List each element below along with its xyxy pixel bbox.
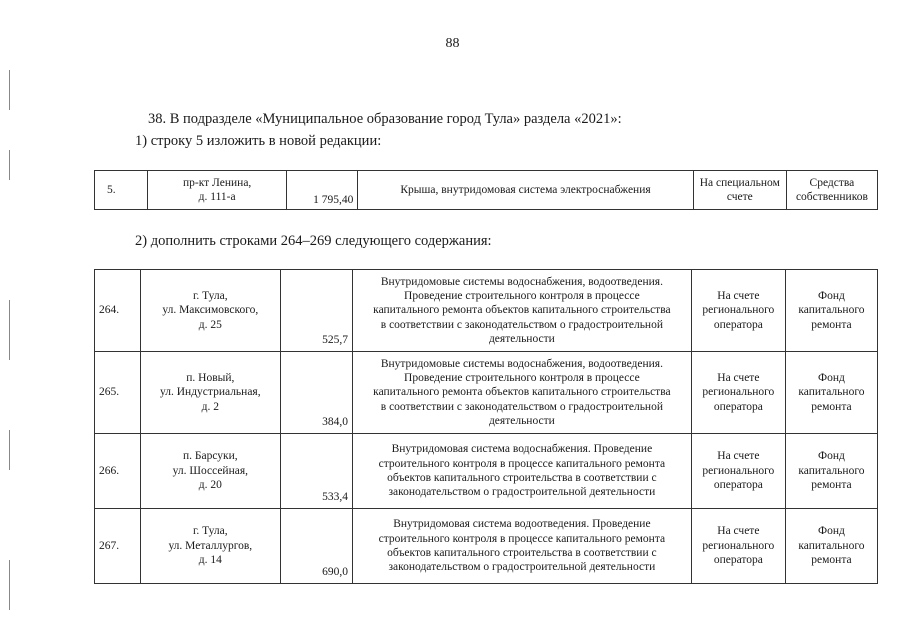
account-line: регионального bbox=[702, 386, 775, 399]
area-cell: 525,7 bbox=[281, 270, 353, 352]
account-cell bbox=[691, 270, 785, 352]
work-cell bbox=[352, 509, 691, 584]
account-line: На специальном bbox=[699, 176, 780, 189]
account-cell bbox=[691, 352, 785, 434]
work-line: Внутридомовая система водоотведения. Проведение bbox=[393, 518, 651, 531]
account-line: оператора bbox=[713, 400, 763, 413]
fund-line: ремонта bbox=[811, 400, 852, 413]
work-line: в соответствии с законодательством о градостроительной bbox=[380, 400, 663, 413]
address-line: ул. Металлургов, bbox=[168, 539, 253, 552]
row-number: 266. bbox=[95, 434, 141, 509]
work-line: Внутридомовые системы водоснабжения, водоотведения. bbox=[380, 275, 663, 288]
account-line: регионального bbox=[702, 464, 775, 477]
address-cell bbox=[148, 171, 287, 210]
fund-line: Фонд bbox=[818, 525, 845, 538]
row-number: 267. bbox=[95, 509, 141, 584]
address-line: ул. Индустриальная, bbox=[160, 386, 261, 399]
fund-line: Фонд bbox=[818, 371, 845, 384]
account-line: На счете bbox=[717, 525, 760, 538]
work-cell bbox=[352, 352, 691, 434]
account-line: На счете bbox=[717, 289, 760, 302]
fund-line: Фонд bbox=[818, 289, 845, 302]
account-cell bbox=[691, 509, 785, 584]
fund-line: Фонд bbox=[818, 450, 845, 463]
scan-margin-mark bbox=[9, 430, 10, 470]
work-line: объектов капитального строительства в соответствии с bbox=[387, 547, 657, 559]
work-line: объектов капитального строительства в соответствии с bbox=[387, 472, 657, 484]
fund-line: ремонта bbox=[811, 479, 852, 492]
fund-line: Средства bbox=[809, 176, 855, 189]
work-line: законодательством о градостроительной деятельности bbox=[388, 486, 656, 499]
fund-line: ремонта bbox=[811, 318, 852, 331]
work-line: деятельности bbox=[488, 415, 555, 428]
fund-cell bbox=[785, 434, 877, 509]
work-cell bbox=[352, 434, 691, 509]
address-cell bbox=[140, 509, 281, 584]
work-line: законодательством о градостроительной деятельности bbox=[388, 561, 656, 574]
address-line: д. 20 bbox=[198, 479, 222, 492]
account-line: На счете bbox=[717, 371, 760, 384]
work-cell: Крыша, внутридомовая система электроснабжения bbox=[358, 171, 693, 210]
address-line: д. 111-а bbox=[198, 191, 236, 203]
work-line: Проведение строительного контроля в процессе bbox=[404, 371, 640, 384]
table-row bbox=[95, 509, 878, 584]
account-line: оператора bbox=[713, 554, 763, 567]
account-line: счете bbox=[726, 191, 753, 203]
address-cell bbox=[140, 352, 281, 434]
amendment-table-row-5 bbox=[94, 170, 878, 210]
table-row bbox=[95, 171, 878, 210]
fund-cell bbox=[785, 270, 877, 352]
fund-line: собственников bbox=[795, 191, 868, 203]
address-line: д. 2 bbox=[201, 400, 219, 413]
work-line: капитального ремонта объектов капитального строительства bbox=[373, 386, 671, 399]
scan-margin-mark bbox=[9, 560, 10, 610]
section-heading: 38. В подразделе «Муниципальное образование город Тула» раздела «2021»: bbox=[148, 111, 622, 127]
work-line: капитального ремонта объектов капитального строительства bbox=[373, 304, 671, 317]
scan-margin-mark bbox=[9, 150, 10, 180]
item-2-text: 2) дополнить строками 264–269 следующего содержания: bbox=[135, 233, 492, 249]
account-line: регионального bbox=[702, 539, 775, 552]
row-number: 264. bbox=[95, 270, 141, 352]
scan-margin-mark bbox=[9, 300, 10, 360]
address-line: пр-кт Ленина, bbox=[182, 176, 252, 189]
address-line: г. Тула, bbox=[193, 525, 228, 538]
work-line: строительного контроля в процессе капитального ремонта bbox=[378, 457, 666, 470]
scan-margin-mark bbox=[9, 70, 10, 110]
fund-line: капитального bbox=[798, 304, 865, 317]
address-line: п. Барсуки, bbox=[182, 450, 238, 463]
work-line: Внутридомовые системы водоснабжения, водоотведения. bbox=[380, 357, 663, 370]
address-line: ул. Максимовского, bbox=[162, 304, 259, 317]
work-line: Внутридомовая система водоснабжения. Проведение bbox=[391, 443, 653, 456]
table-row bbox=[95, 352, 878, 434]
amendment-table-rows-264-269 bbox=[94, 269, 878, 584]
address-line: п. Новый, bbox=[186, 371, 235, 384]
account-line: оператора bbox=[713, 318, 763, 331]
fund-line: капитального bbox=[798, 539, 865, 552]
work-cell bbox=[352, 270, 691, 352]
fund-cell bbox=[785, 509, 877, 584]
area-cell: 384,0 bbox=[281, 352, 353, 434]
account-cell bbox=[691, 434, 785, 509]
area-cell: 690,0 bbox=[281, 509, 353, 584]
account-cell bbox=[693, 171, 786, 210]
table-row bbox=[95, 270, 878, 352]
fund-line: капитального bbox=[798, 386, 865, 399]
address-line: ул. Шоссейная, bbox=[172, 464, 249, 477]
fund-line: капитального bbox=[798, 464, 865, 477]
account-line: регионального bbox=[702, 304, 775, 317]
fund-cell bbox=[785, 352, 877, 434]
address-line: д. 14 bbox=[198, 554, 222, 567]
fund-line: ремонта bbox=[811, 554, 852, 567]
account-line: оператора bbox=[713, 479, 763, 492]
table-row bbox=[95, 434, 878, 509]
work-line: строительного контроля в процессе капитального ремонта bbox=[378, 532, 666, 545]
fund-cell bbox=[786, 171, 877, 210]
address-cell bbox=[140, 270, 281, 352]
row-number: 5. bbox=[95, 171, 148, 210]
address-cell bbox=[140, 434, 281, 509]
area-cell: 533,4 bbox=[281, 434, 353, 509]
account-line: На счете bbox=[717, 450, 760, 463]
address-line: г. Тула, bbox=[193, 289, 228, 302]
area-cell: 1 795,40 bbox=[287, 171, 358, 210]
address-line: д. 25 bbox=[198, 318, 222, 331]
row-number: 265. bbox=[95, 352, 141, 434]
page-number: 88 bbox=[445, 36, 460, 51]
item-1-text: 1) строку 5 изложить в новой редакции: bbox=[135, 133, 382, 149]
work-line: деятельности bbox=[488, 333, 555, 346]
work-line: Проведение строительного контроля в процессе bbox=[404, 289, 640, 302]
work-line: в соответствии с законодательством о градостроительной bbox=[380, 318, 663, 331]
